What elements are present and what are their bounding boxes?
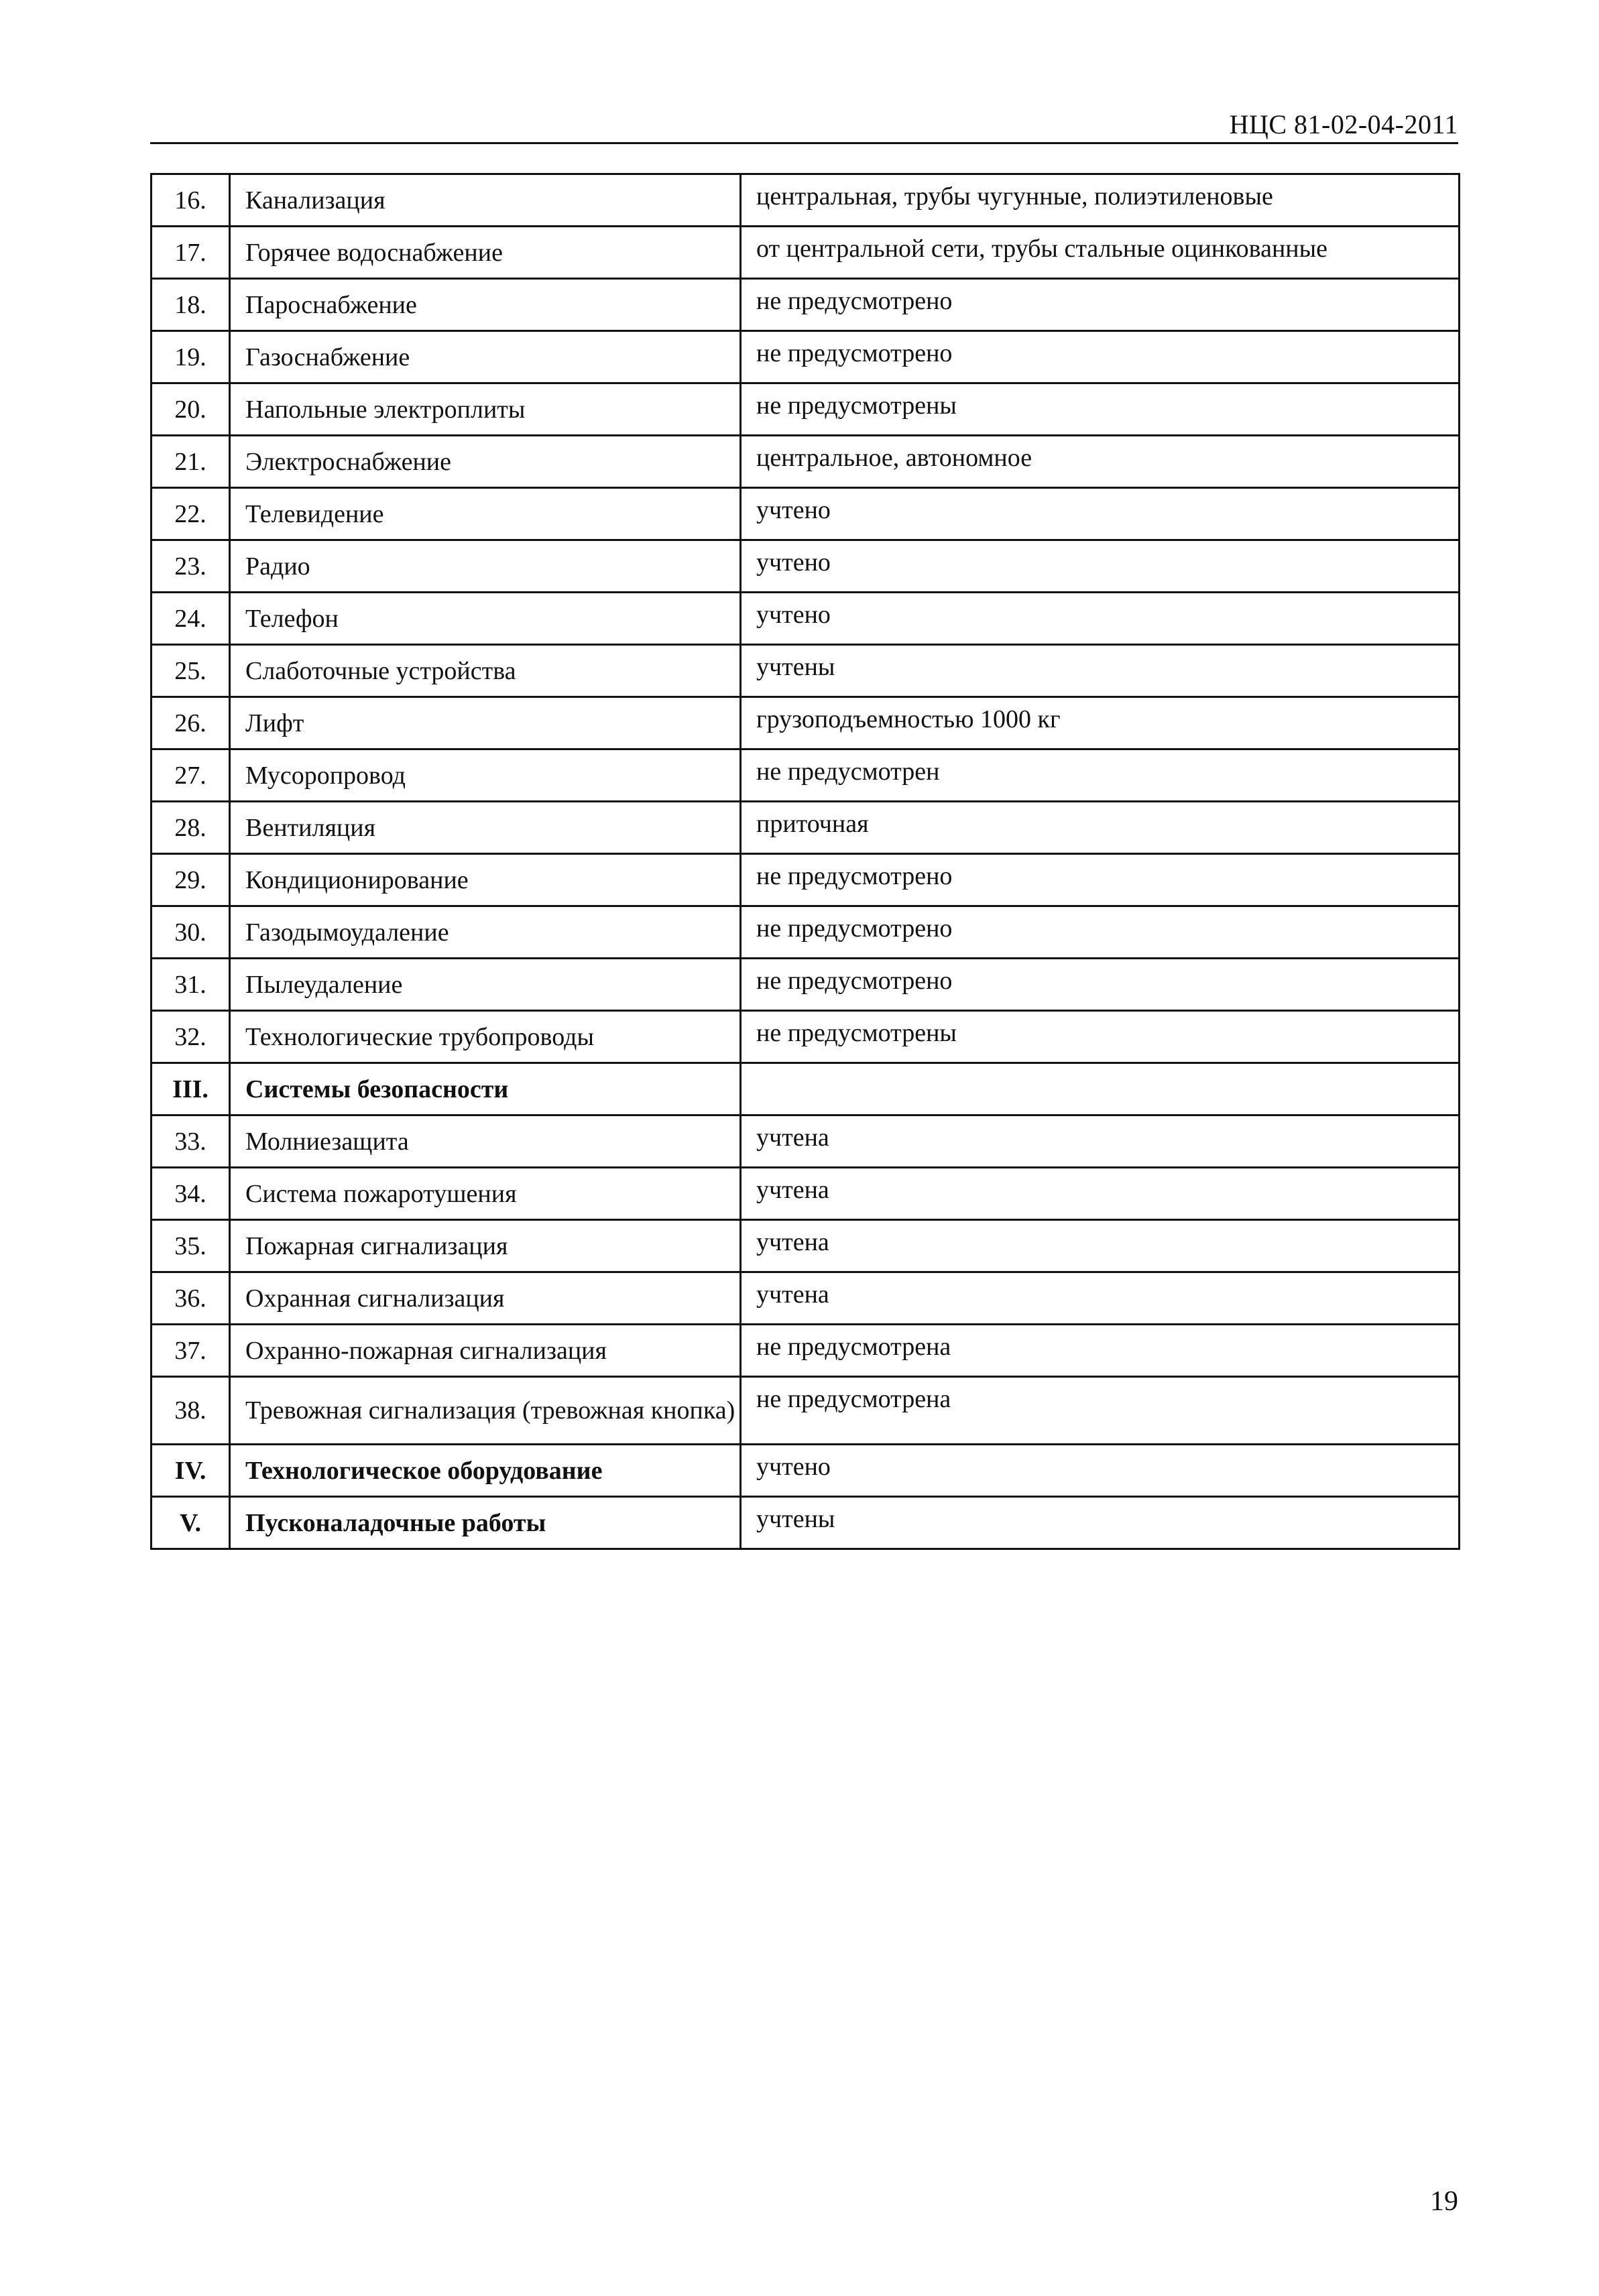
row-name: Охранная сигнализация bbox=[230, 1272, 741, 1325]
row-value: не предусмотрены bbox=[741, 1011, 1460, 1063]
row-value: не предусмотрены bbox=[741, 383, 1460, 436]
table-row bbox=[152, 1115, 1460, 1168]
row-value: не предусмотрено bbox=[741, 279, 1460, 331]
table-row bbox=[152, 959, 1460, 1011]
row-value: не предусмотрен bbox=[741, 749, 1460, 802]
row-value: от центральной сети, трубы стальные оцинкованные bbox=[741, 227, 1460, 279]
table-row bbox=[152, 1325, 1460, 1377]
row-value: не предусмотрено bbox=[741, 854, 1460, 906]
table-row bbox=[152, 749, 1460, 802]
row-value bbox=[741, 1063, 1460, 1115]
row-number: 33. bbox=[152, 1115, 230, 1168]
row-number: 20. bbox=[152, 383, 230, 436]
row-number: 24. bbox=[152, 593, 230, 645]
row-number: 30. bbox=[152, 906, 230, 959]
table-row bbox=[152, 1497, 1460, 1549]
row-number: III. bbox=[152, 1063, 230, 1115]
row-name: Радио bbox=[230, 540, 741, 593]
row-value: учтена bbox=[741, 1272, 1460, 1325]
row-number: 35. bbox=[152, 1220, 230, 1272]
row-name: Пожарная сигнализация bbox=[230, 1220, 741, 1272]
row-value: учтены bbox=[741, 1497, 1460, 1549]
row-number: 37. bbox=[152, 1325, 230, 1377]
table-row bbox=[152, 1168, 1460, 1220]
table-row bbox=[152, 593, 1460, 645]
table-row bbox=[152, 1445, 1460, 1497]
row-value: центральная, трубы чугунные, полиэтиленовые bbox=[741, 174, 1460, 227]
row-name: Телефон bbox=[230, 593, 741, 645]
row-number: 21. bbox=[152, 436, 230, 488]
row-number: 38. bbox=[152, 1377, 230, 1445]
table-row bbox=[152, 174, 1460, 227]
row-number: 23. bbox=[152, 540, 230, 593]
table-row bbox=[152, 854, 1460, 906]
row-name: Электроснабжение bbox=[230, 436, 741, 488]
row-value: не предусмотрено bbox=[741, 331, 1460, 383]
row-name: Горячее водоснабжение bbox=[230, 227, 741, 279]
specification-table bbox=[150, 173, 1460, 1550]
row-number: 36. bbox=[152, 1272, 230, 1325]
row-number: 29. bbox=[152, 854, 230, 906]
row-number: 26. bbox=[152, 697, 230, 749]
row-name: Система пожаротушения bbox=[230, 1168, 741, 1220]
row-name: Кондиционирование bbox=[230, 854, 741, 906]
header-rule bbox=[150, 142, 1458, 144]
row-name: Тревожная сигнализация (тревожная кнопка) bbox=[230, 1377, 741, 1445]
row-number: 31. bbox=[152, 959, 230, 1011]
row-name: Технологические трубопроводы bbox=[230, 1011, 741, 1063]
row-name: Газодымоудаление bbox=[230, 906, 741, 959]
row-number: 18. bbox=[152, 279, 230, 331]
row-value: не предусмотрена bbox=[741, 1377, 1460, 1445]
table-row bbox=[152, 906, 1460, 959]
row-number: IV. bbox=[152, 1445, 230, 1497]
row-name: Системы безопасности bbox=[230, 1063, 741, 1115]
row-value: учтена bbox=[741, 1220, 1460, 1272]
row-number: 22. bbox=[152, 488, 230, 540]
row-value: учтено bbox=[741, 593, 1460, 645]
table-row bbox=[152, 1011, 1460, 1063]
row-name: Пылеудаление bbox=[230, 959, 741, 1011]
row-value: учтено bbox=[741, 488, 1460, 540]
table-row bbox=[152, 540, 1460, 593]
table-body bbox=[152, 174, 1460, 1549]
table-row bbox=[152, 331, 1460, 383]
row-value: учтены bbox=[741, 645, 1460, 697]
row-name: Слаботочные устройства bbox=[230, 645, 741, 697]
row-value: не предусмотрена bbox=[741, 1325, 1460, 1377]
row-number: 19. bbox=[152, 331, 230, 383]
document-code: НЦС 81-02-04-2011 bbox=[1229, 109, 1458, 139]
row-name: Лифт bbox=[230, 697, 741, 749]
row-value: приточная bbox=[741, 802, 1460, 854]
row-name: Молниезащита bbox=[230, 1115, 741, 1168]
row-value: центральное, автономное bbox=[741, 436, 1460, 488]
row-value: не предусмотрено bbox=[741, 906, 1460, 959]
table-row bbox=[152, 802, 1460, 854]
page-number: 19 bbox=[1430, 2186, 1458, 2217]
row-name: Вентиляция bbox=[230, 802, 741, 854]
row-name: Газоснабжение bbox=[230, 331, 741, 383]
table-row bbox=[152, 1063, 1460, 1115]
row-number: 32. bbox=[152, 1011, 230, 1063]
row-name: Телевидение bbox=[230, 488, 741, 540]
row-value: грузоподъемностью 1000 кг bbox=[741, 697, 1460, 749]
table-row bbox=[152, 383, 1460, 436]
row-value: учтена bbox=[741, 1168, 1460, 1220]
table-row bbox=[152, 1272, 1460, 1325]
row-name: Напольные электроплиты bbox=[230, 383, 741, 436]
row-value: не предусмотрено bbox=[741, 959, 1460, 1011]
table-row bbox=[152, 697, 1460, 749]
row-number: 16. bbox=[152, 174, 230, 227]
row-name: Технологическое оборудование bbox=[230, 1445, 741, 1497]
row-number: 34. bbox=[152, 1168, 230, 1220]
row-name: Канализация bbox=[230, 174, 741, 227]
row-name: Пароснабжение bbox=[230, 279, 741, 331]
row-name: Пусконаладочные работы bbox=[230, 1497, 741, 1549]
row-name: Охранно-пожарная сигнализация bbox=[230, 1325, 741, 1377]
row-name: Мусоропровод bbox=[230, 749, 741, 802]
table-row bbox=[152, 279, 1460, 331]
row-value: учтено bbox=[741, 1445, 1460, 1497]
row-value: учтена bbox=[741, 1115, 1460, 1168]
table-row bbox=[152, 1377, 1460, 1445]
table-row bbox=[152, 227, 1460, 279]
table-row bbox=[152, 1220, 1460, 1272]
row-number: 17. bbox=[152, 227, 230, 279]
table-row bbox=[152, 436, 1460, 488]
row-value: учтено bbox=[741, 540, 1460, 593]
row-number: V. bbox=[152, 1497, 230, 1549]
table-row bbox=[152, 645, 1460, 697]
row-number: 25. bbox=[152, 645, 230, 697]
row-number: 28. bbox=[152, 802, 230, 854]
table-row bbox=[152, 488, 1460, 540]
row-number: 27. bbox=[152, 749, 230, 802]
